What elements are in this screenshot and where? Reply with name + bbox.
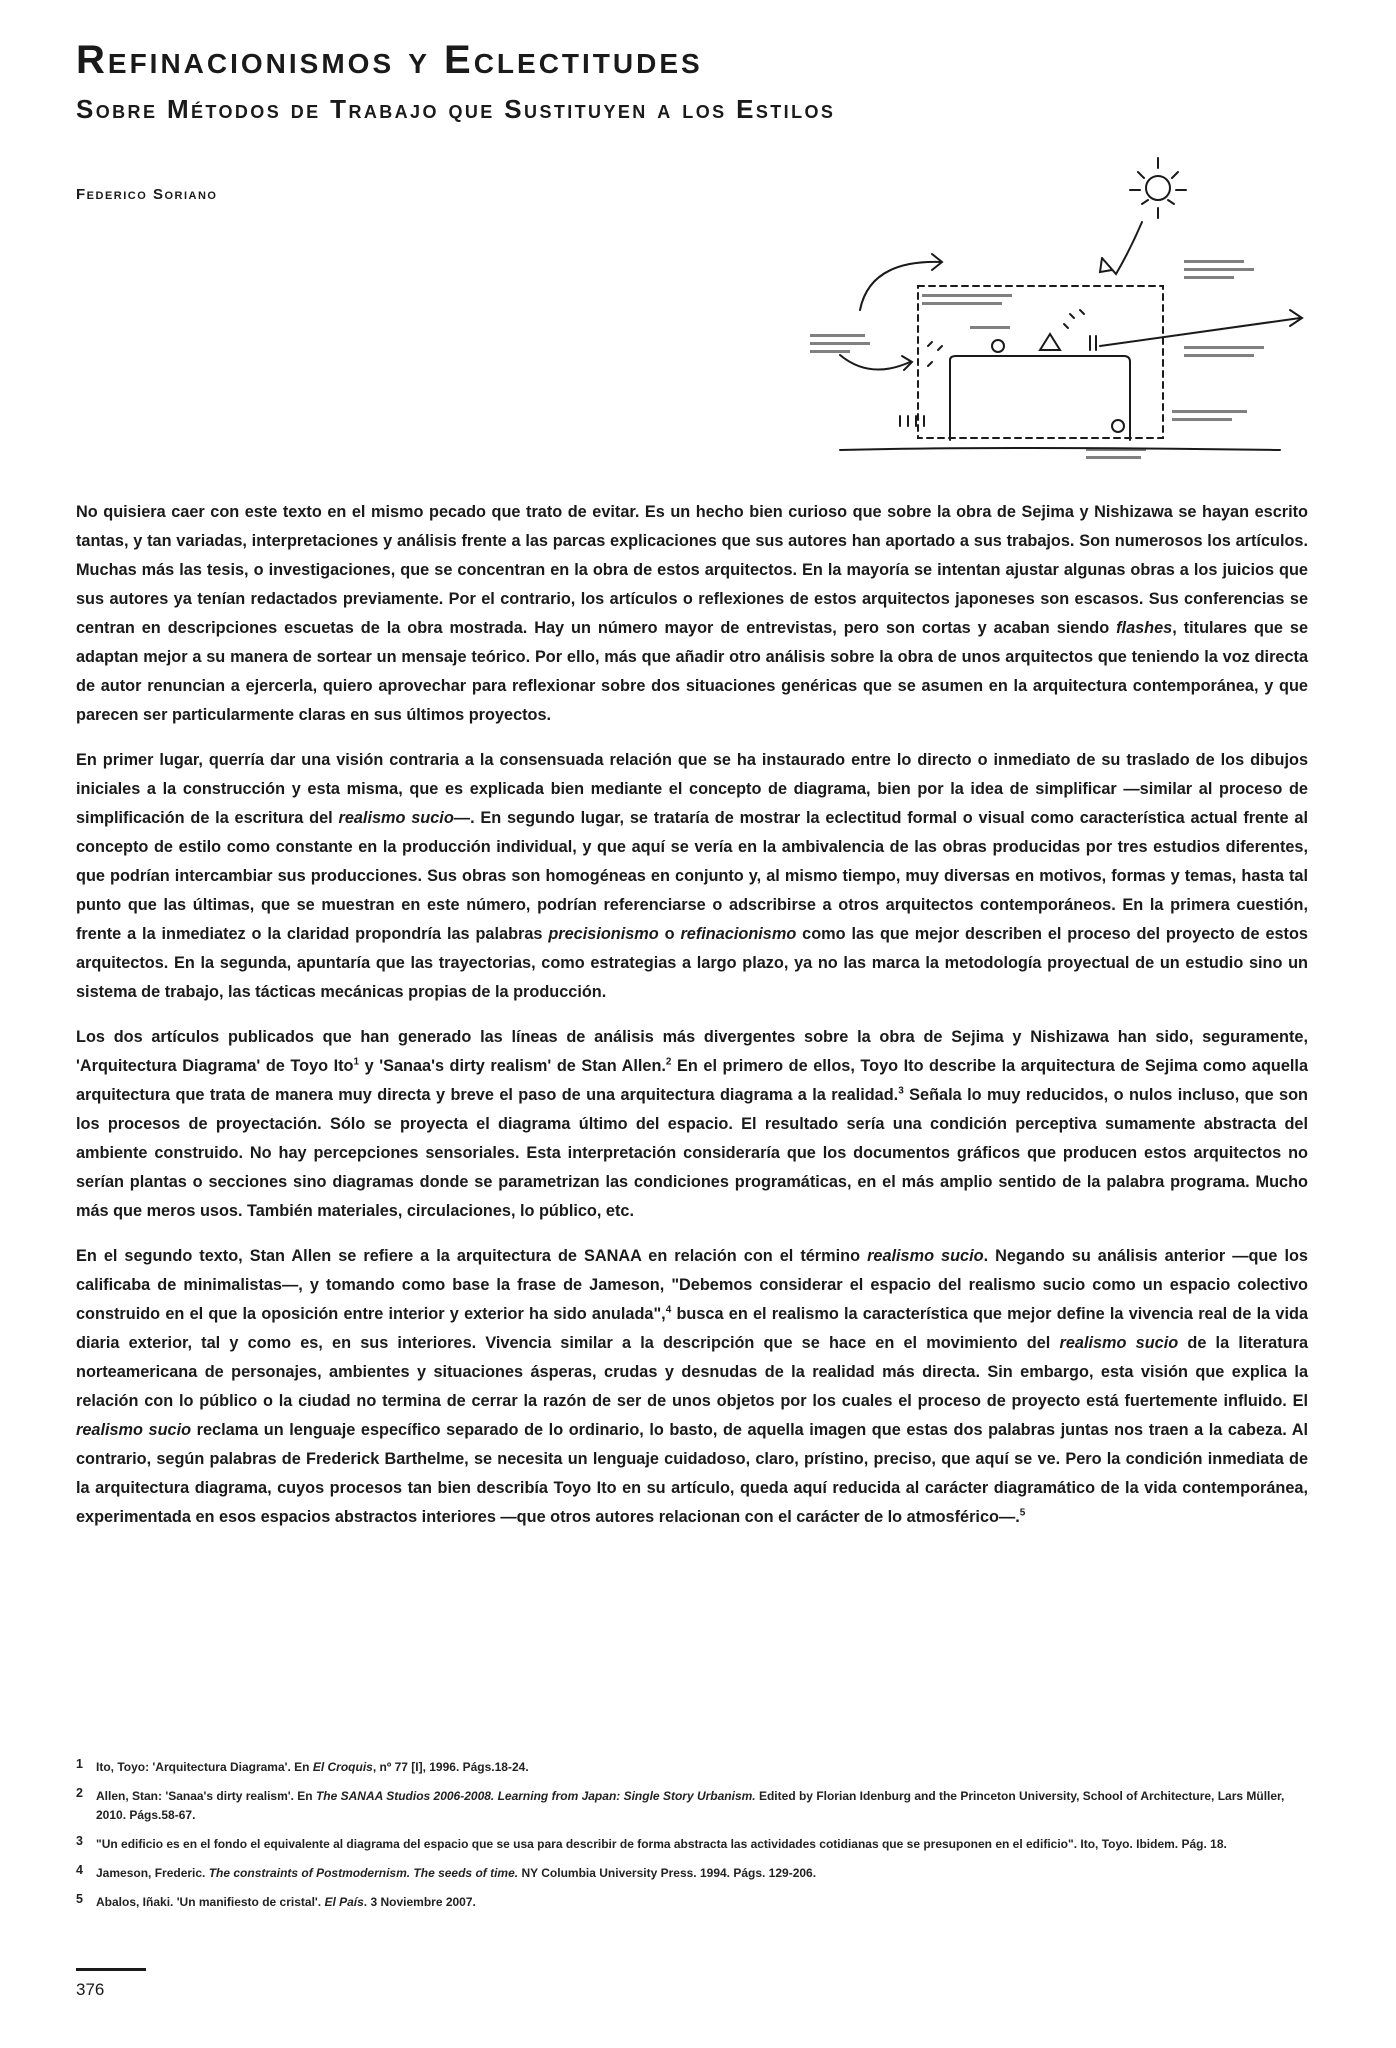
footnote-ref: 4 xyxy=(665,1304,672,1316)
footnote-ref: 1 xyxy=(353,1056,360,1068)
hand-drawn-diagram-sketch-icon xyxy=(800,150,1320,460)
page-number-rule xyxy=(76,1968,146,1971)
footnote-text: Jameson, Frederic. The constraints of Postmodernism. The seeds of time. NY Columbia University Press. 1994. Págs. 129-206. xyxy=(96,1866,817,1880)
footnote-ref: 2 xyxy=(665,1056,672,1068)
footnote-ref: 3 xyxy=(898,1085,904,1097)
footnote-text: "Un edificio es en el fondo el equivalente al diagrama del espacio que se usa para describir de forma abstracta las actividades cotidianas que se presuponen en el edificio". Ito, Toyo. Ibidem. Pág. 18. xyxy=(96,1837,1227,1851)
footnote-ref: 5 xyxy=(1019,1507,1026,1519)
paragraph-1: No quisiera caer con este texto en el mismo pecado que trato de evitar. Es un hecho bien curioso que sobre la obra de Sejima y Nishizawa se hayan escrito tantas, y tan variadas, interpretaciones y análisis frente a las parcas explicaciones que sus autores han aportado a sus trabajos. Son numerosos los artículos. Muchas más las tesis, o investigaciones, que se concentran en la obra de estos arquitectos. En la mayoría se intentan ajustar algunas obras a los juicios que sus autores ya tenían redactados previamente. Por el contrario, los artículos o reflexiones de estos arquitectos japoneses son escasos. Sus conferencias se centran en descripciones escuetas de la obra mostrada. Hay un número mayor de entrevistas, pero son cortas y acaban siendo flashes, titulares que se adaptan mejor a su manera de sortear un mensaje teórico. Por ello, más que añadir otro análisis sobre la obra de unos arquitectos que teniendo la voz directa de autor renuncian a ejercerla, quiero aprovechar para reflexionar sobre dos situaciones genéricas que se asumen en la arquitectura contemporánea, y que parecen ser particularmente claras en sus últimos proyectos. xyxy=(76,503,1308,724)
author-name: Federico Soriano xyxy=(76,186,218,203)
paragraph-2: En primer lugar, querría dar una visión contraria a la consensuada relación que se ha instaurado entre lo directo o inmediato de su traslado de los dibujos iniciales a la construcción y esta misma, que es explicada bien mediante el concepto de diagrama, bien por la idea de simplificar —similar al proceso de simplificación de la escritura del realismo sucio—. En segundo lugar, se trataría de mostrar la eclectitud formal o visual como característica actual frente al concepto de estilo como constante en la producción individual, y que aquí se vería en la ambivalencia de las obras producidas por tres estudios diferentes, que podrían intercambiar sus producciones. Sus obras son homogéneas en conjunto y, al mismo tiempo, muy diversas en motivos, formas y temas, hasta tal punto que las últimas, que se muestran en este número, podrían referenciarse o adscribirse a otros arquitectos contemporáneos. En la primera cuestión, frente a la inmediatez o la claridad propondría las palabras precisionismo o refinacionismo como las que mejor describen el proceso del proyecto de estos arquitectos. En la segunda, apuntaría que las trayectorias, como estrategias a largo plazo, ya no las marca la metodología proyectual de un estudio sino un sistema de trabajo, las tácticas mecánicas propias de la producción. xyxy=(76,751,1308,1001)
article-subtitle: Sobre Métodos de Trabajo que Sustituyen a los Estilos xyxy=(76,94,836,124)
footnote-number: 4 xyxy=(76,1863,83,1877)
footnote-number: 2 xyxy=(76,1786,83,1800)
footnotes xyxy=(76,1758,1308,1922)
footnote-text: Abalos, Iñaki. 'Un manifiesto de cristal'. El País. 3 Noviembre 2007. xyxy=(96,1895,476,1909)
footnote-number: 5 xyxy=(76,1892,83,1906)
article-title: Refinacionismos y Eclectitudes xyxy=(76,38,703,82)
footnote-number: 3 xyxy=(76,1834,83,1848)
footnote-2 xyxy=(76,1787,1308,1825)
footnote-3 xyxy=(76,1835,1308,1854)
paragraph-4: En el segundo texto, Stan Allen se refiere a la arquitectura de SANAA en relación con el término realismo sucio. Negando su análisis anterior —que los calificaba de minimalistas—, y tomando como base la frase de Jameson, "Debemos considerar el espacio del realismo sucio como un espacio colectivo construido en el que la oposición entre interior y exterior ha sido anulada",$^4$ busca en el realismo la característica que mejor define la vivencia real de la vida diaria exterior, tal y como es, en sus interiores. Vivencia similar a la descripción que se hace en el movimiento del realismo sucio de la literatura norteamericana de personajes, ambientes y situaciones ásperas, crudas y desnudas de la realidad más directa. Sin embargo, esta visión que explica la relación con lo público o la ciudad no termina de cerrar la razón de ser de unos objetos por los cuales el proceso de proyecto está fuertemente influido. El realismo sucio reclama un lenguaje específico separado de lo ordinario, lo basto, de aquella imagen que estas dos palabras juntas nos traen a la cabeza. Al contrario, según palabras de Frederick Barthelme, se necesita un lenguaje cuidadoso, claro, prístino, preciso, que aquí se ve. Pero la condición inmediata de la arquitectura diagrama, cuyos procesos tan bien describía Toyo Ito en su artículo, queda aquí reducida al carácter diagramático de la vida contemporánea, experimentada en esos espacios abstractos interiores —que otros autores relacionan con el carácter de lo atmosférico—.$^5$ xyxy=(76,1247,1308,1526)
footnote-text: Allen, Stan: 'Sanaa's dirty realism'. En The SANAA Studios 2006-2008. Learning from Japan: Single Story Urbanism. Edited by Florian Idenburg and the Princeton University, School of Architecture, Lars Müller, 2010. Págs.58-67. xyxy=(96,1789,1285,1822)
paragraph-3: Los dos artículos publicados que han generado las líneas de análisis más divergentes sobre la obra de Sejima y Nishizawa han sido, seguramente, 'Arquitectura Diagrama' de Toyo Ito$^1$ y 'Sanaa's dirty realism' de Stan Allen.$^2$ En el primero de ellos, Toyo Ito describe la arquitectura de Sejima como aquella arquitectura que trata de manera muy directa y breve el paso de una arquitectura diagrama a la realidad.$^3$ Señala lo muy reducidos, o nulos incluso, que son los procesos de proyectación. Sólo se proyecta el diagrama último del espacio. El resultado sería una condición perceptiva sumamente abstracta del ambiente construido. No hay percepciones sensoriales. Esta interpretación consideraría que los documentos gráficos que producen estos arquitectos no serían plantas o secciones sino diagramas donde se parametrizan las condiciones programáticas, en el más amplio sentido de la palabra programa. Mucho más que meros usos. También materiales, circulaciones, lo público, etc. xyxy=(76,1028,1309,1220)
footnote-number: 1 xyxy=(76,1757,83,1771)
page-number: 376 xyxy=(76,1980,105,1999)
footnote-4 xyxy=(76,1864,1308,1883)
footnote-1 xyxy=(76,1758,1308,1777)
article-body xyxy=(76,498,1308,1548)
footnote-5 xyxy=(76,1893,1308,1912)
footnote-text: Ito, Toyo: 'Arquitectura Diagrama'. En El Croquis, nº 77 [I], 1996. Págs.18-24. xyxy=(96,1760,529,1774)
